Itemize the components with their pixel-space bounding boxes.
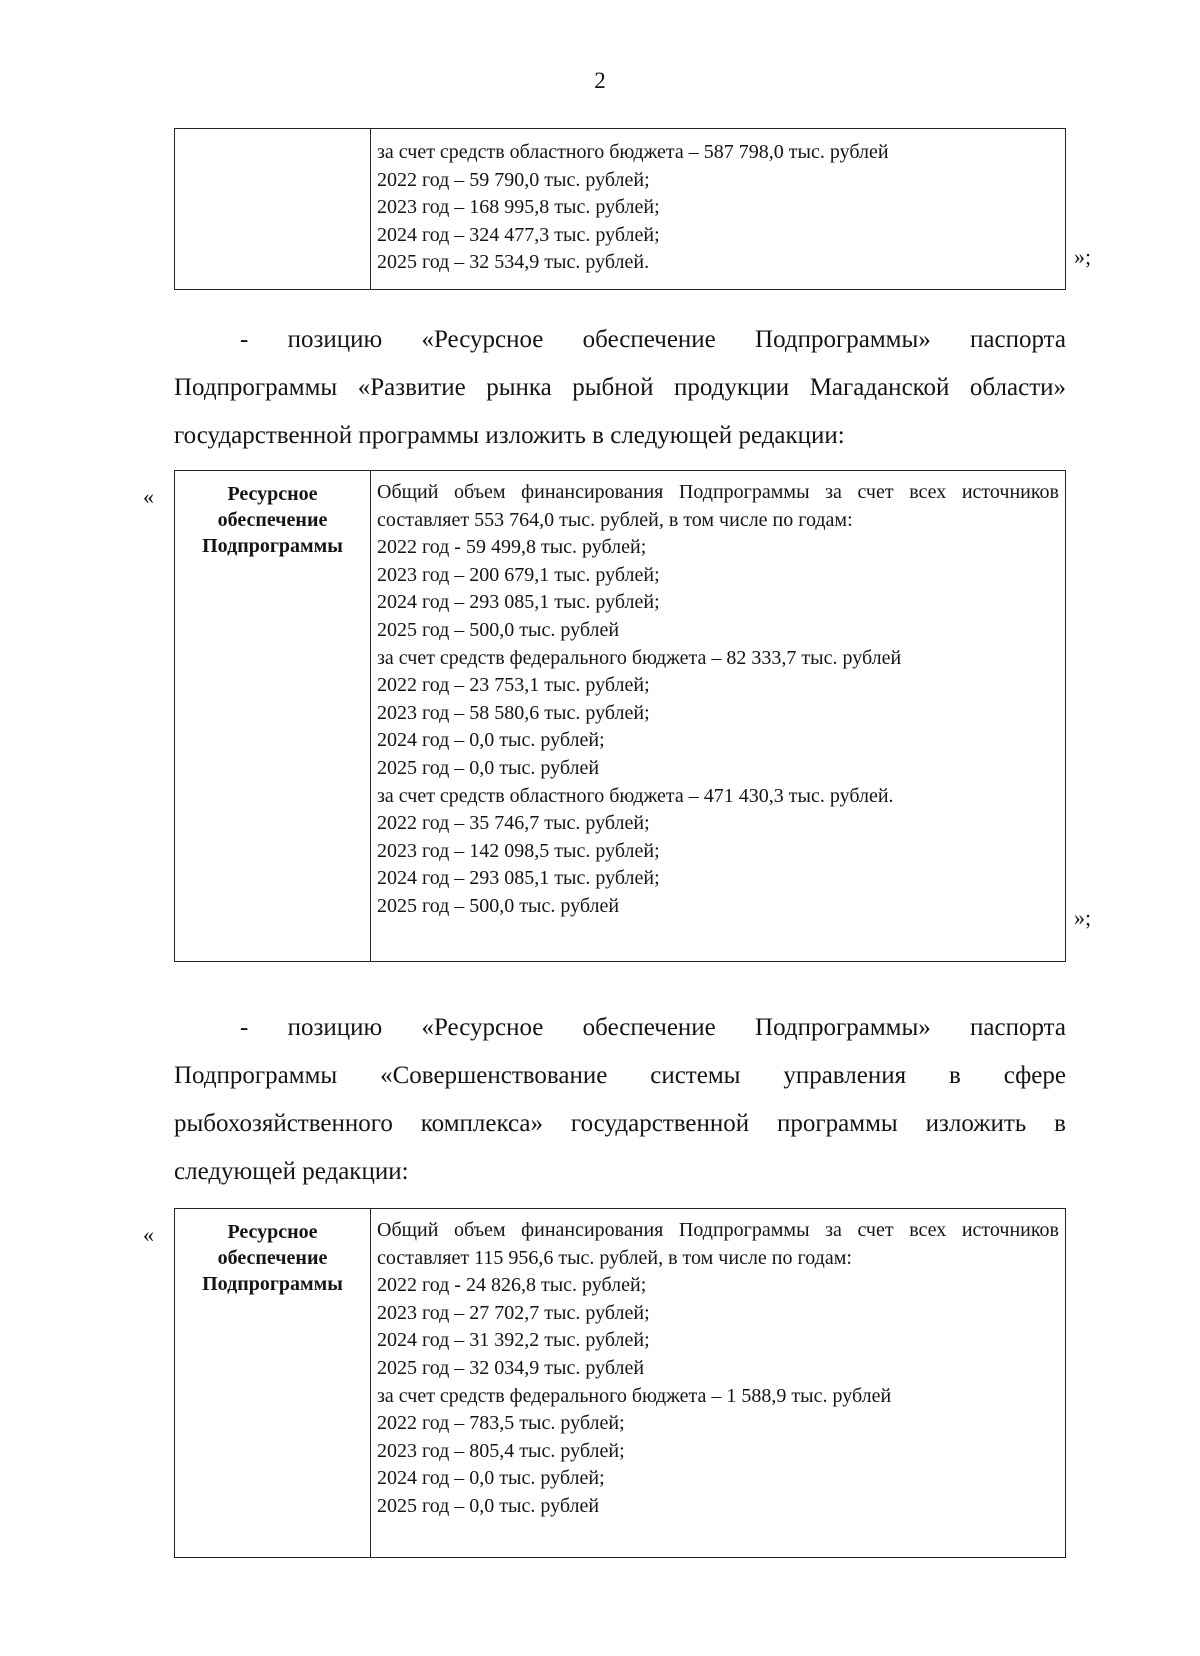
table-right-cell — [371, 471, 1065, 961]
open-quote: « — [143, 484, 154, 509]
table-line: 2025 год – 500,0 тыс. рублей — [377, 894, 620, 917]
table-line: 2022 год – 783,5 тыс. рублей; — [377, 1412, 625, 1435]
table-line: 2023 год – 58 580,6 тыс. рублей; — [377, 701, 650, 724]
paragraph-text: - позицию «Ресурсное обеспечение Подпрограммы» паспорта Подпрограммы «Развитие рынка рыбной продукции Магаданской области» государственной программы изложить в следующей редакции: — [174, 326, 1066, 449]
table-line: 2023 год – 142 098,5 тыс. рублей; — [377, 839, 660, 862]
table-line: 2022 год – 23 753,1 тыс. рублей; — [377, 674, 650, 697]
table-intro: Общий объем финансирования Подпрограммы за счет всех источников составляет 553 764,0 тыс. рублей, в том числе по годам: — [377, 481, 1059, 531]
resource-table — [174, 1208, 1066, 1558]
table-right-cell — [371, 129, 1065, 289]
table-line: 2023 год – 27 702,7 тыс. рублей; — [377, 1301, 650, 1324]
table-left-cell — [175, 129, 371, 289]
table-line: 2024 год – 0,0 тыс. рублей; — [377, 1467, 605, 1490]
paragraph — [174, 316, 1066, 460]
table-line: 2025 год – 0,0 тыс. рублей — [377, 1494, 600, 1517]
table-line: 2025 год – 0,0 тыс. рублей — [377, 756, 600, 779]
table-line: 2024 год – 0,0 тыс. рублей; — [377, 729, 605, 752]
close-quote: »; — [1074, 244, 1092, 269]
table-line: 2022 год - 59 499,8 тыс. рублей; — [377, 536, 647, 559]
table-line: 2024 год – 293 085,1 тыс. рублей; — [377, 867, 660, 890]
table-line: за счет средств федерального бюджета – 82 333,7 тыс. рублей — [377, 646, 902, 669]
resource-table — [174, 470, 1066, 962]
table-line: 2024 год – 324 477,3 тыс. рублей; — [377, 223, 660, 246]
page-number: 2 — [594, 68, 606, 93]
table-line: 2023 год – 200 679,1 тыс. рублей; — [377, 563, 660, 586]
open-quote: « — [143, 1222, 154, 1247]
resource-label: Ресурсное обеспечение Подпрограммы — [202, 483, 343, 557]
table-left-cell — [175, 471, 371, 961]
table-line: 2023 год – 168 995,8 тыс. рублей; — [377, 196, 660, 219]
table-line: 2022 год – 59 790,0 тыс. рублей; — [377, 168, 650, 191]
paragraph — [174, 1004, 1066, 1196]
table-line: за счет средств областного бюджета – 587 798,0 тыс. рублей — [377, 141, 889, 163]
table-line: 2024 год – 31 392,2 тыс. рублей; — [377, 1329, 650, 1352]
paragraph-text: - позицию «Ресурсное обеспечение Подпрограммы» паспорта Подпрограммы «Совершенствование системы управления в сфере рыбохозяйственного комплекса» государственной программы изложить в следующей редакции: — [174, 1014, 1066, 1185]
table-right-cell — [371, 1209, 1065, 1557]
table-line: 2022 год - 24 826,8 тыс. рублей; — [377, 1274, 647, 1297]
table-line: 2024 год – 293 085,1 тыс. рублей; — [377, 591, 660, 614]
table-line: 2025 год – 32 534,9 тыс. рублей. — [377, 251, 650, 274]
table-left-cell — [175, 1209, 371, 1557]
table-line: за счет средств областного бюджета – 471 430,3 тыс. рублей. — [377, 784, 894, 807]
table-line: 2025 год – 500,0 тыс. рублей — [377, 618, 620, 641]
resource-label: Ресурсное обеспечение Подпрограммы — [202, 1221, 343, 1295]
continuation-table — [174, 128, 1066, 290]
table-line: за счет средств федерального бюджета – 1 588,9 тыс. рублей — [377, 1384, 892, 1407]
close-quote: »; — [1074, 905, 1092, 930]
table-line: 2022 год – 35 746,7 тыс. рублей; — [377, 812, 650, 835]
table-line: 2025 год – 32 034,9 тыс. рублей — [377, 1356, 645, 1379]
table-line: 2023 год – 805,4 тыс. рублей; — [377, 1439, 625, 1462]
table-intro: Общий объем финансирования Подпрограммы за счет всех источников составляет 115 956,6 тыс. рублей, в том числе по годам: — [377, 1219, 1059, 1269]
